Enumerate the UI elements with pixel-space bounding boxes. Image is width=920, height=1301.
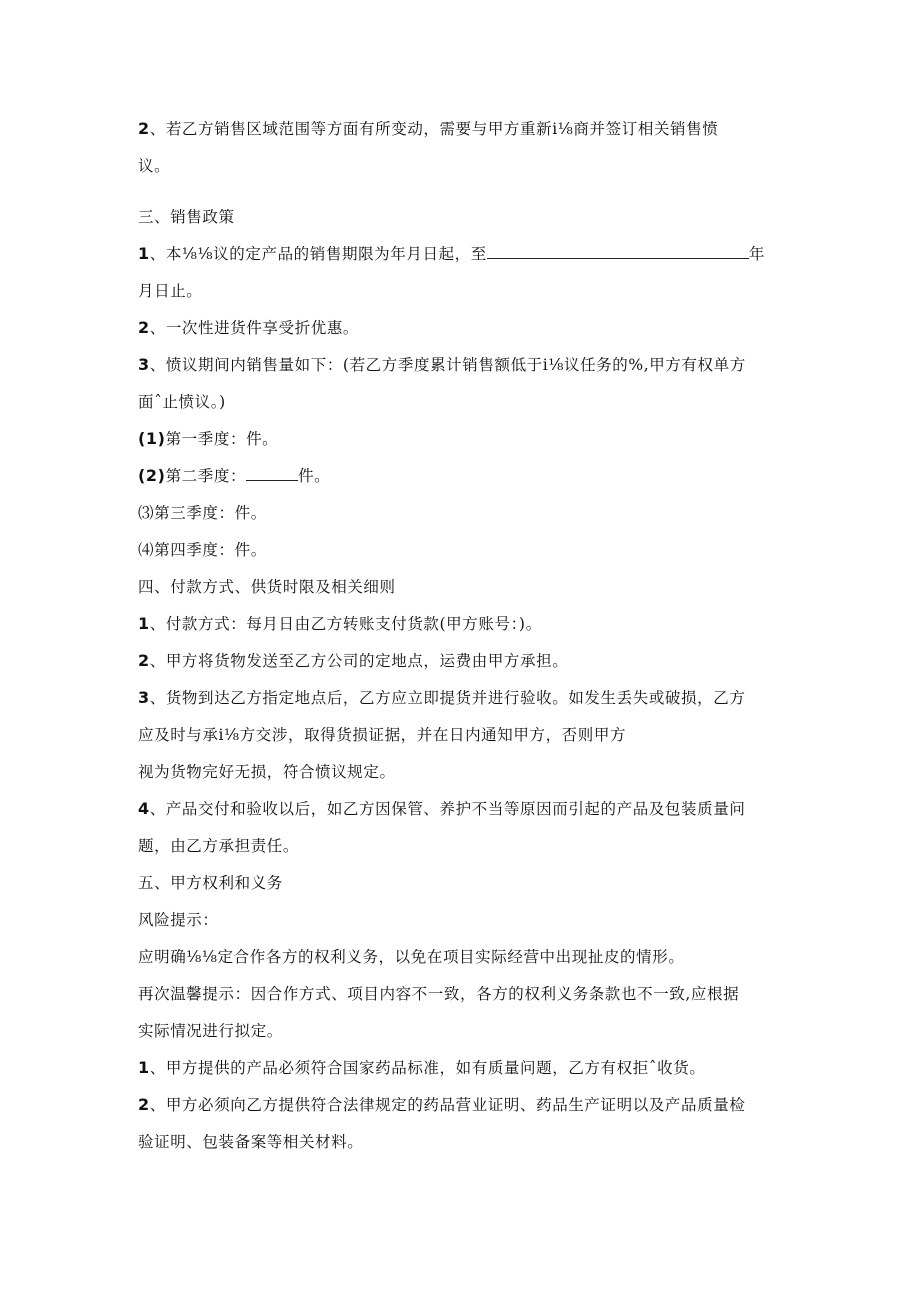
line-text: 验证明、包装备案等相关材料。 [138, 1133, 364, 1151]
line-text: 年 [748, 245, 765, 263]
line-text: 实际情况进行拟定。 [138, 1022, 283, 1040]
line-text: 风险提示： [138, 911, 219, 929]
line-text: 应及时与承i⅛方交涉，取得货损证据，并在日内通知甲方，否则甲方 [138, 726, 627, 744]
item-number: (1) [138, 429, 166, 448]
line-text: 视为货物完好无损，符合愤议规定。 [138, 763, 396, 781]
item-number: 1 [138, 614, 150, 633]
paragraph-line [138, 354, 778, 376]
paragraph-line [138, 650, 778, 672]
item-number: 2 [138, 318, 150, 337]
paragraph-line [138, 1057, 778, 1079]
line-text: 第四季度：件。 [154, 541, 267, 559]
item-number: 2 [138, 119, 150, 138]
section-heading [138, 576, 778, 598]
line-text: 应明确⅛⅛定合作各方的权利义务，以免在项目实际经营中出现扯皮的情形。 [138, 948, 685, 966]
item-number: 1 [138, 244, 150, 263]
paragraph-line [138, 946, 778, 968]
paragraph-line [138, 983, 778, 1005]
item-number: 4 [138, 799, 150, 818]
item-number: 2 [138, 1095, 150, 1114]
item-number: 2 [138, 651, 150, 670]
line-text: 议。 [138, 157, 171, 175]
paragraph-line [138, 502, 778, 524]
line-text: 三、销售政策 [138, 208, 235, 226]
paragraph-line [138, 1094, 778, 1116]
item-number: (2) [138, 466, 166, 485]
item-number: 3 [138, 355, 150, 374]
paragraph-line [138, 724, 778, 746]
item-number: ⑶ [138, 504, 155, 522]
item-number: 3 [138, 688, 150, 707]
paragraph-line [138, 428, 778, 450]
line-text: 、愤议期间内销售量如下：(若乙方季度累计销售额低于i⅛议任务的%,甲方有权单方 [149, 356, 746, 374]
section-heading [138, 206, 778, 228]
line-text: 四、付款方式、供货时限及相关细则 [138, 578, 396, 596]
line-text: 、付款方式：每月日由乙方转账支付货款(甲方账号：)。 [149, 615, 542, 633]
paragraph-line [138, 118, 778, 140]
paragraph-line [138, 155, 778, 177]
line-text: 面ˆ止愤议。) [138, 393, 226, 411]
paragraph-line [138, 1020, 778, 1042]
fill-blank [246, 466, 298, 481]
line-text: 、若乙方销售区域范围等方面有所变动，需要与甲方重新i⅛商并签订相关销售愤 [149, 120, 719, 138]
paragraph-line [138, 687, 778, 709]
line-text: 第一季度：件。 [165, 430, 279, 448]
paragraph-line [138, 465, 778, 487]
line-text: 件。 [298, 467, 331, 485]
paragraph-line [138, 539, 778, 561]
line-text: 、甲方提供的产品必须符合国家药品标准，如有质量问题，乙方有权拒ˆ收货。 [149, 1059, 706, 1077]
paragraph-line [138, 1131, 778, 1153]
line-text: 五、甲方权利和义务 [138, 874, 283, 892]
section-heading [138, 872, 778, 894]
line-text: 第二季度： [165, 467, 247, 485]
line-text: 再次温馨提示：因合作方式、项目内容不一致，各方的权利义务条款也不一致,应根据 [138, 985, 740, 1003]
paragraph-line [138, 909, 778, 931]
line-text: 、本⅛⅛议的定产品的销售期限为年月日起，至 [149, 245, 487, 263]
line-text: 、货物到达乙方指定地点后，乙方应立即提货并进行验收。如发生丢失或破损，乙方 [149, 689, 746, 707]
line-text: 第三季度：件。 [154, 504, 267, 522]
paragraph-line [138, 243, 778, 265]
item-number: 1 [138, 1058, 150, 1077]
paragraph-line [138, 798, 778, 820]
line-text: 题，由乙方承担责任。 [138, 837, 300, 855]
paragraph-line [138, 391, 778, 413]
line-text: 、产品交付和验收以后，如乙方因保管、养护不当等原因而引起的产品及包装质量问 [149, 800, 746, 818]
line-text: 、一次性进货件享受折优惠。 [149, 319, 360, 337]
paragraph-line [138, 613, 778, 635]
paragraph-line [138, 835, 778, 857]
line-text: 、甲方将货物发送至乙方公司的定地点，运费由甲方承担。 [149, 652, 569, 670]
paragraph-line [138, 280, 778, 302]
paragraph-line [138, 317, 778, 339]
item-number: ⑷ [138, 541, 155, 559]
fill-blank [487, 244, 749, 259]
line-text: 月日止。 [138, 282, 203, 300]
paragraph-line [138, 761, 778, 783]
line-text: 、甲方必须向乙方提供符合法律规定的药品营业证明、药品生产证明以及产品质量检 [149, 1096, 746, 1114]
